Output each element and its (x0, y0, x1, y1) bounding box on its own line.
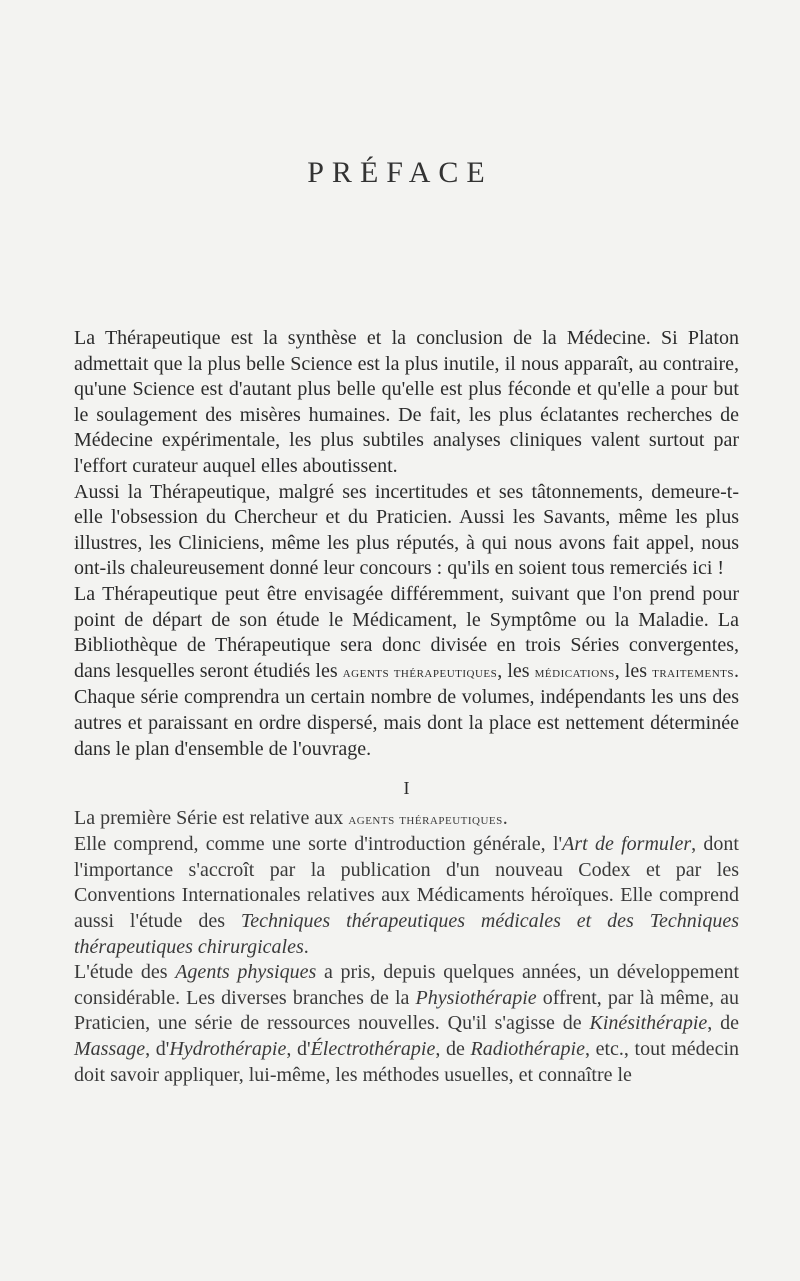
term-agents-therapeutiques: agents thérapeutiques (348, 810, 503, 828)
paragraph-5-text: Elle comprend, comme une sorte d'introduction générale, l' (74, 833, 563, 856)
term-traitements: traitements (652, 663, 735, 681)
paragraph-6-text: , d' (286, 1038, 311, 1061)
paragraph-6-text: , d' (145, 1038, 170, 1061)
paragraph-6-text: , etc., tout médecin doit savoir appliquer, lui-même, les méthodes usuelles, et connaître le (74, 1038, 739, 1086)
paragraph-3-text: , les (497, 659, 535, 682)
paragraph-3-text: La Thérapeutique peut être envisagée différemment, suivant que l'on prend pour point de départ de son étude le Médicament, le Symptôme ou la Maladie. La Bibliothèque de Thérapeutique sera donc divisée en trois Séries convergentes, dans lesquelles seront étudiés les (74, 582, 739, 682)
paragraph-4 (74, 806, 739, 833)
paragraph-6-text: a pris, depuis quelques années, un développement considérable. Les diverses branches de la (74, 961, 740, 1009)
title-hydrotherapie: Hydrothérapie (169, 1038, 287, 1061)
paragraph-6-text: , de (435, 1038, 471, 1061)
term-medications: médications (534, 663, 615, 681)
paragraph-5-text: , dont l'importance s'accroît par la publication d'un nouveau Codex et par les Conventions Internationales relatives aux Médicaments héroïques. Elle comprend aussi l'étude des (74, 833, 739, 933)
section-one (74, 806, 739, 1089)
paragraph-5 (74, 832, 739, 960)
paragraph-4-text: . (502, 806, 508, 829)
title-agents-physiques: Agents physiques (175, 961, 317, 984)
title-art-de-formuler: Art de formuler (562, 833, 692, 856)
term-agents-therapeutiques: agents thérapeutiques (342, 663, 498, 681)
title-physiotherapie: Physiothérapie (415, 986, 537, 1009)
title-radiotherapie: Radiothérapie (470, 1038, 585, 1061)
paragraph-5-text: . (303, 935, 309, 958)
paragraph-1: La Thérapeutique est la synthèse et la conclusion de la Médecine. Si Platon admettait que la plus belle Science est la plus inutile, il nous apparaît, au contraire, qu'une Science est d'autant plus belle qu'elle est plus féconde et qu'elle a pour but le soulagement des misères humaines. De fait, les plus éclatantes recherches de Médecine expérimentale, les plus subtiles analyses cliniques valent surtout par l'effort curateur auquel elles aboutissent. (74, 327, 739, 477)
paragraph-6-text: , de (707, 1012, 739, 1035)
paragraph-6-text: offrent, par là même, au Praticien, une série de ressources nouvelles. Qu'il s'agisse de (74, 986, 739, 1035)
title-massage: Massage (74, 1038, 146, 1061)
paragraph-3 (74, 582, 739, 762)
page-title: PRÉFACE (307, 156, 493, 189)
title-techniques-therapeutiques: Techniques thérapeutiques médicales et des Techniques thérapeutiques chirurgicales (74, 910, 739, 958)
paragraph-2: Aussi la Thérapeutique, malgré ses incertitudes et ses tâtonnements, demeure-t-elle l'obsession du Chercheur et du Praticien. Aussi les Savants, même les plus illustres, les Cliniciens, même les plus réputés, à qui nous avons fait appel, nous ont-ils chaleureusement donné leur concours : qu'ils en soient tous remerciés ici ! (74, 480, 739, 580)
preface-body (74, 326, 739, 1088)
paragraph-3-text: , les (614, 659, 653, 682)
paragraph-6-text: L'étude des (74, 961, 176, 984)
section-number: I (403, 778, 410, 799)
paragraph-4-text: La première Série est relative aux (74, 806, 349, 829)
paragraph-3-text: . Chaque série comprendra un certain nombre de volumes, indépendants les uns des autres et paraissant en ordre dispersé, mais dont la place est nettement déterminée dans le plan d'ensemble de l'ouvrage. (74, 659, 740, 760)
title-electrotherapie: Électrothérapie (310, 1038, 436, 1061)
title-kinesitherapie: Kinésithérapie (589, 1012, 708, 1035)
paragraph-6 (74, 960, 739, 1088)
